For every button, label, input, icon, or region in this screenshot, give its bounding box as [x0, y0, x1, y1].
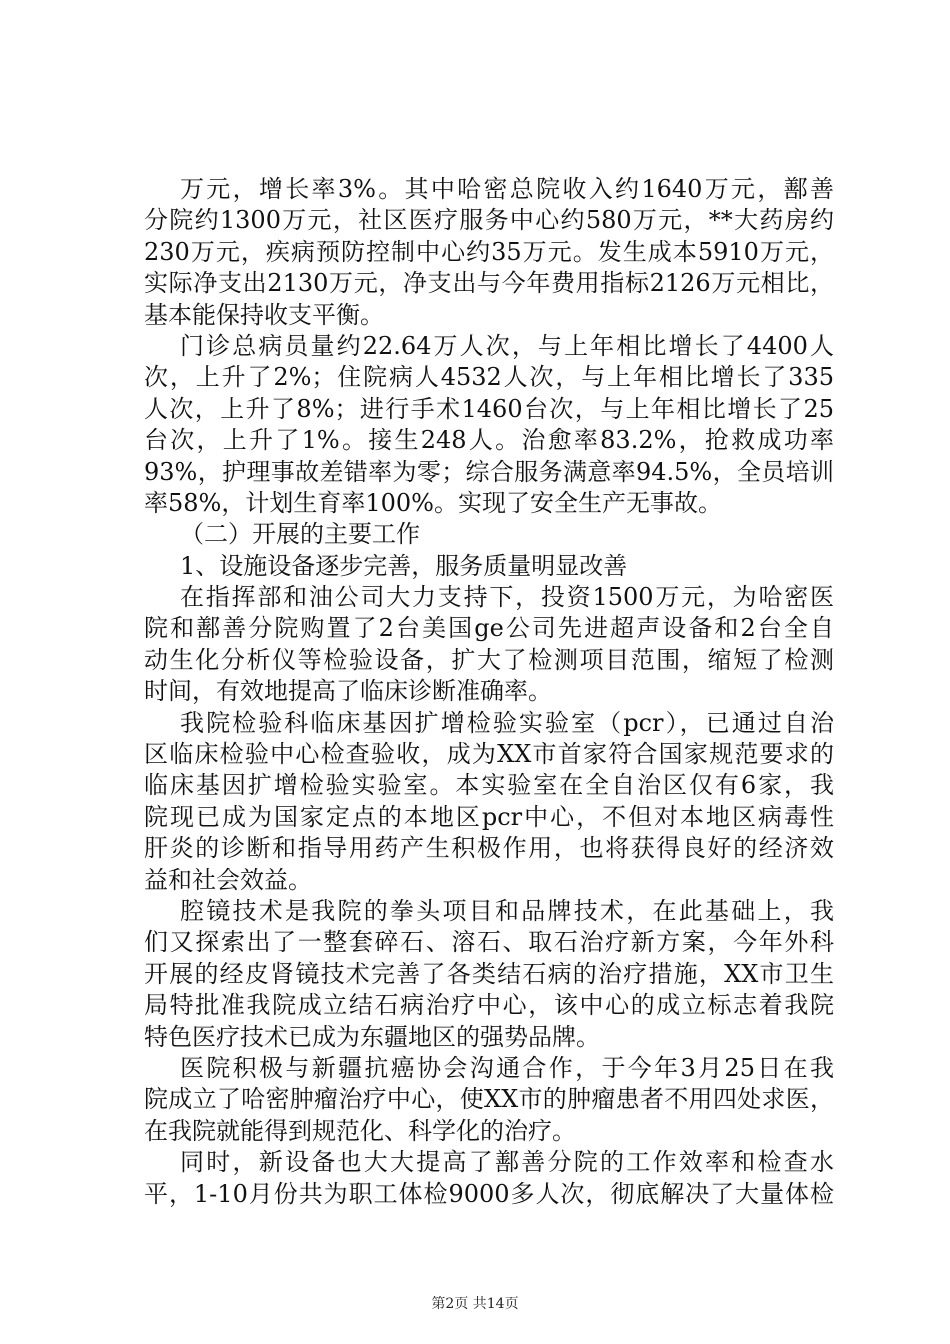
page-footer: 第2页 共14页	[431, 1296, 519, 1312]
text-line: 区临床检验中心检查验收，成为XX市首家符合国家规范要求的	[144, 740, 834, 769]
text-line: 院现已成为国家定点的本地区pcr中心，不但对本地区病毒性	[144, 802, 834, 831]
paragraph-laparoscopy	[144, 896, 834, 1053]
text-line: 率58%，计划生育率100%。实现了安全生产无事故。	[144, 488, 722, 517]
text-line: 肝炎的诊断和指导用药产生积极作用，也将获得良好的经济效	[144, 834, 834, 863]
text-line: 门诊总病员量约22.64万人次，与上年相比增长了4400人	[180, 331, 834, 360]
text-line: 在我院就能得到规范化、科学化的治疗。	[144, 1116, 576, 1145]
document-body	[144, 174, 834, 1210]
text-line: 们又探索出了一整套碎石、溶石、取石治疗新方案，今年外科	[144, 928, 834, 957]
text-line: 特色医疗技术已成为东疆地区的强势品牌。	[144, 1022, 600, 1051]
text-line: 腔镜技术是我院的拳头项目和品牌技术，在此基础上，我	[180, 896, 834, 925]
text-line: 实际净支出2130万元，净支出与今年费用指标2126万元相比，	[144, 269, 834, 298]
text-line: 院成立了哈密肿瘤治疗中心，使XX市的肿瘤患者不用四处求医，	[144, 1085, 834, 1114]
text-line: 1、设施设备逐步完善，服务质量明显改善	[180, 551, 628, 580]
text-line: 局特批准我院成立结石病治疗中心，该中心的成立标志着我院	[144, 991, 834, 1020]
text-line: 我院检验科临床基因扩增检验实验室（pcr），已通过自治	[180, 708, 834, 737]
text-line: 人次，上升了8%；进行手术1460台次，与上年相比增长了25	[144, 394, 834, 423]
text-line: 次，上升了2%；住院病人4532人次，与上年相比增长了335	[144, 363, 834, 392]
paragraph-pcr-lab	[144, 708, 834, 896]
paragraph-investment	[144, 582, 834, 708]
text-line: 开展的经皮肾镜技术完善了各类结石病的治疗措施，XX市卫生	[144, 959, 834, 988]
text-line: 同时，新设备也大大提高了鄯善分院的工作效率和检查水	[180, 1148, 834, 1177]
subheading-facilities	[144, 551, 834, 582]
text-line: 临床基因扩增检验实验室。本实验室在全自治区仅有6家，我	[144, 771, 834, 800]
text-line: （二）开展的主要工作	[180, 520, 420, 549]
text-line: 院和鄯善分院购置了2台美国ge公司先进超声设备和2台全自	[144, 614, 834, 643]
text-line: 益和社会效益。	[144, 865, 312, 894]
paragraph-patients	[144, 331, 834, 519]
text-line: 时间，有效地提高了临床诊断准确率。	[144, 677, 552, 706]
text-line: 分院约1300万元，社区医疗服务中心约580万元，**大药房约	[144, 206, 834, 235]
text-line: 台次，上升了1%。接生248人。治愈率83.2%，抢救成功率	[144, 426, 834, 455]
paragraph-tumor-center	[144, 1053, 834, 1147]
section-heading-main-work	[144, 519, 834, 550]
paragraph-income	[144, 174, 834, 331]
text-line: 93%，护理事故差错率为零；综合服务满意率94.5%，全员培训	[144, 457, 834, 486]
text-line: 230万元，疾病预防控制中心约35万元。发生成本5910万元，	[144, 237, 834, 266]
text-line: 基本能保持收支平衡。	[144, 300, 384, 329]
text-line: 医院积极与新疆抗癌协会沟通合作，于今年3月25日在我	[180, 1053, 834, 1082]
text-line: 万元，增长率3%。其中哈密总院收入约1640万元，鄯善	[180, 175, 834, 203]
text-line: 动生化分析仪等检验设备，扩大了检测项目范围，缩短了检测	[144, 645, 834, 674]
text-line: 平，1-10月份共为职工体检9000多人次，彻底解决了大量体检	[144, 1179, 834, 1208]
text-line: 在指挥部和油公司大力支持下，投资1500万元，为哈密医	[180, 583, 834, 612]
paragraph-checkups	[144, 1147, 834, 1210]
